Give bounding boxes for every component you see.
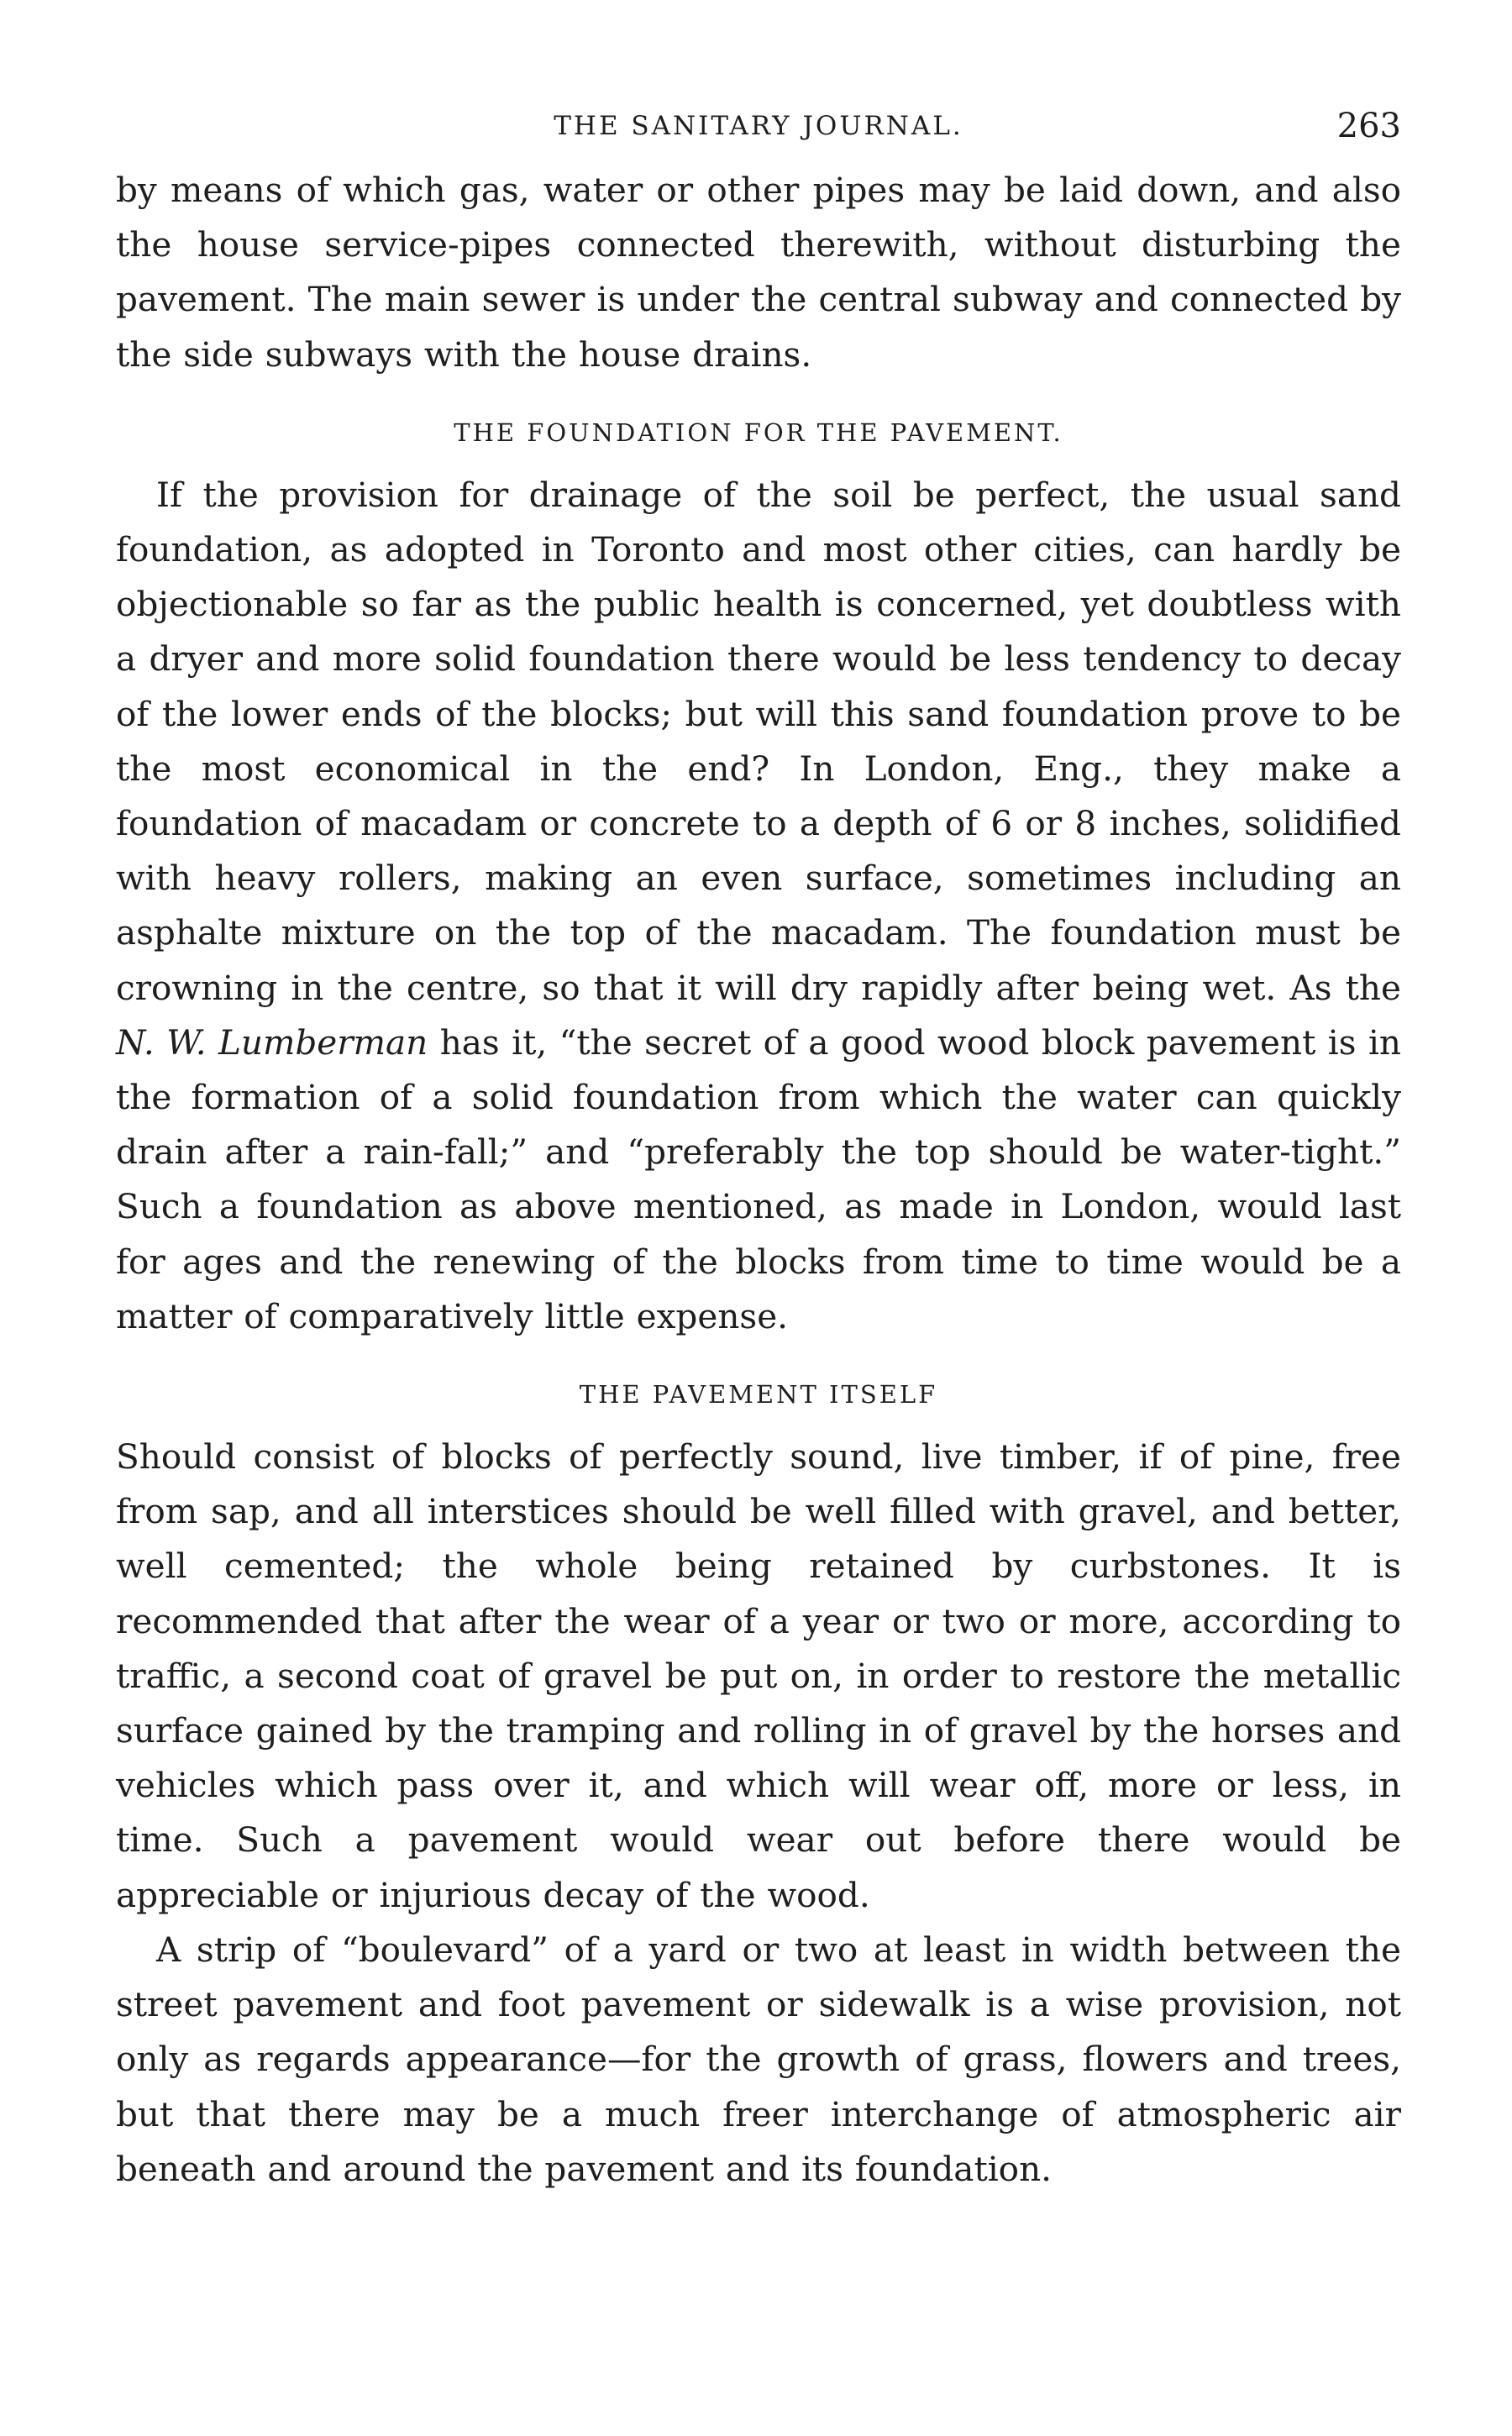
foundation-text-after: has it, “the secret of a good wood block pavement is in the formation of a solid foundation from which the water can quickly drain after a rain-fall;” and “preferably the top should be water-tight.” Such a foundation as above mentioned, as made in London, would last for ages and the renewing of the blocks from time to time would be a matter of comparatively little expense. [116, 1021, 1401, 1336]
foundation-paragraph [116, 468, 1401, 1344]
journal-name: N. W. Lumberman [116, 1021, 428, 1063]
pavement-paragraph-1: Should consist of blocks of perfectly sound, live timber, if of pine, free from sap, and all interstices should be well filled with gravel, and better, well cemented; the whole being retained by curbstones. It is recommended that after the wear of a year or two or more, according to traffic, a second coat of gravel be put on, in order to restore the metallic surface gained by the tramping and rolling in of gravel by the horses and vehicles which pass over it, and which will wear off, more or less, in time. Such a pavement would wear out before there would be appreciable or injurious decay of the wood. [116, 1436, 1401, 1915]
section-heading-pavement: THE PAVEMENT ITSELF [579, 1380, 938, 1410]
pavement-paragraph-2: A strip of “boulevard” of a yard or two at least in width between the street pavement and foot pavement or sidewalk is a wise provision, not only as regards appearance—for the growth of grass, flowers and trees, but that there may be a much freer interchange of atmospheric air beneath and around the pavement and its foundation. [116, 1929, 1401, 2189]
running-head [116, 99, 1401, 153]
running-title: THE SANITARY JOURNAL. [554, 111, 963, 141]
opening-paragraph: by means of which gas, water or other pipes may be laid down, and also the house service-pipes connected therewith, without disturbing the pavement. The main sewer is under the central subway and connected by the side subways with the house drains. [116, 170, 1401, 375]
page-number: 263 [1336, 107, 1401, 145]
section-heading-foundation: THE FOUNDATION FOR THE PAVEMENT. [454, 417, 1063, 447]
foundation-text-before: If the provision for drainage of the soil be perfect, the usual sand foundation, as adopted in Toronto and most other cities, can hardly be objectionable so far as the public health is concerned, yet doubtless with a dryer and more solid foundation there would be less tendency to decay of the lower ends of the blocks; but will this sand foundation prove to be the most economical in the end? In London, Eng., they make a foundation of macadam or concrete to a depth of 6 or 8 inches, solidified with heavy rollers, making an even surface, sometimes including an asphalte mixture on the top of the macadam. The foundation must be crowning in the centre, so that it will dry rapidly after being wet. As the [116, 474, 1401, 1008]
book-page [116, 99, 1401, 2197]
